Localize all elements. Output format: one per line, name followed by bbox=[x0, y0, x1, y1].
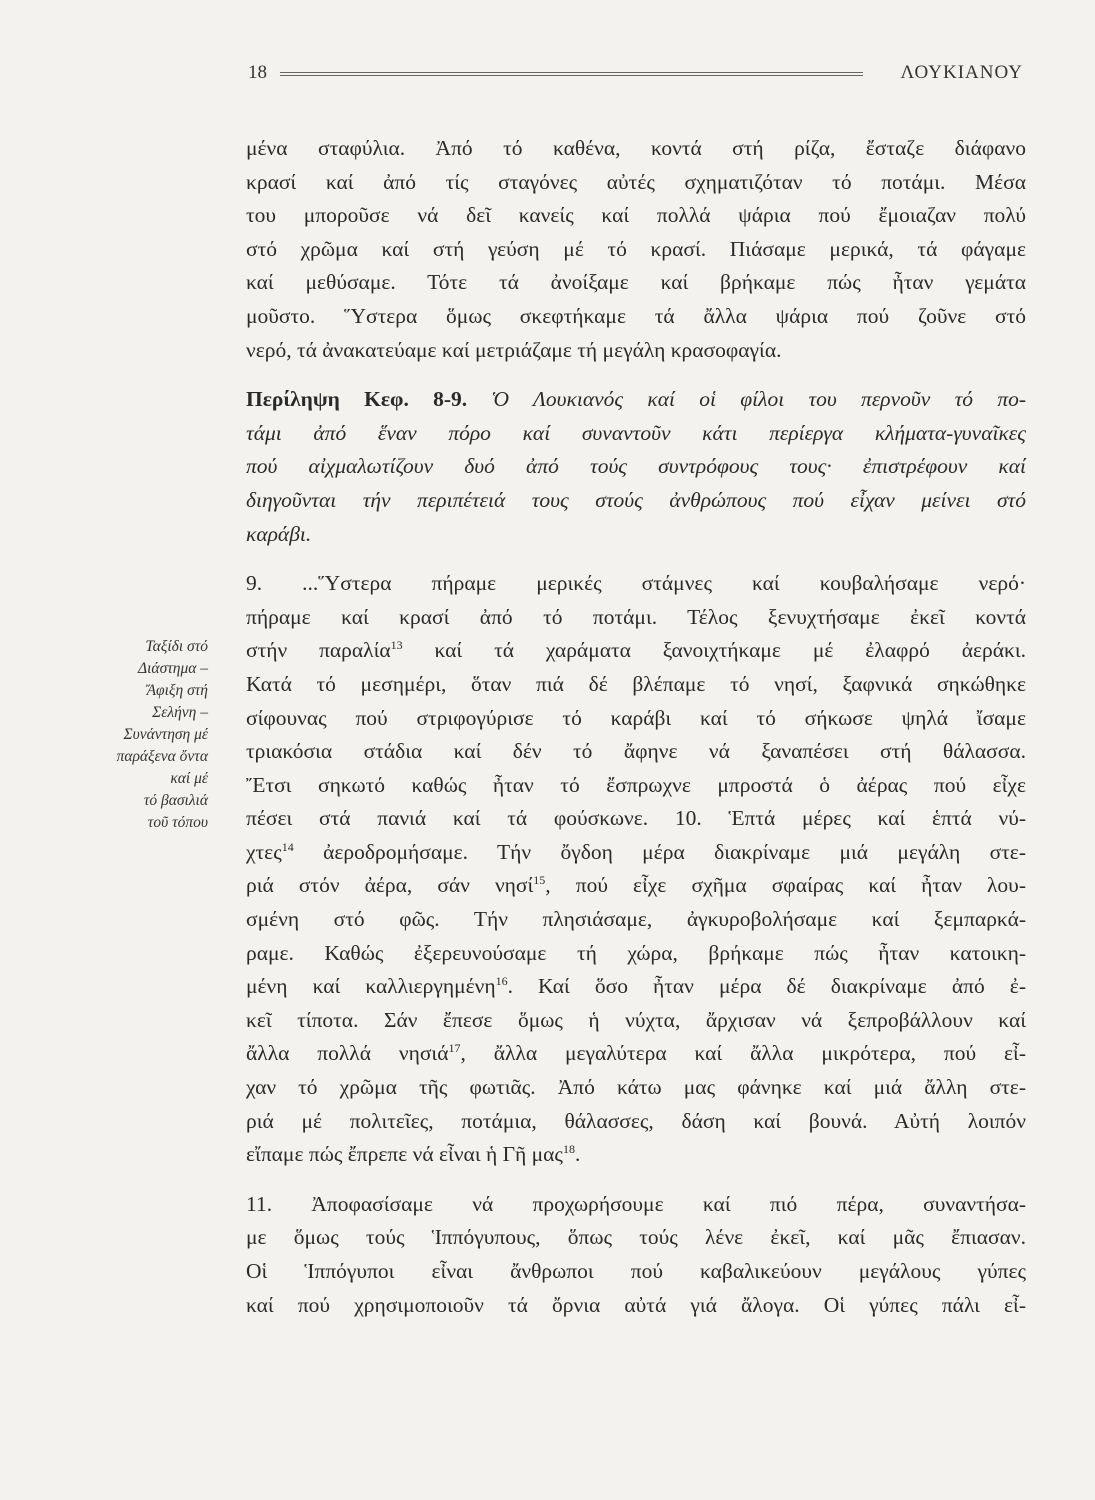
text-line: διηγοῦνται τήν περιπέτειά τους στούς ἀνθρώπους πού εἶχαν μείνει στό bbox=[246, 487, 1026, 512]
footnote-ref: 14 bbox=[281, 839, 294, 854]
text-line: 11. Ἀποφασίσαμε νά προχωρήσουμε καί πιό πέρα, συναντήσα- bbox=[246, 1191, 1026, 1216]
margin-note-line: τοῦ τόπου bbox=[147, 814, 208, 831]
text-segment: ἀεροδρομήσαμε. Τήν ὄγδοη μέρα διακρίναμε μιά μεγάλη στε- bbox=[293, 839, 1026, 864]
text-line bbox=[246, 1138, 1026, 1172]
text-segment: . Καί ὅσο ἦταν μέρα δέ διακρίναμε ἀπό ἐ- bbox=[507, 974, 1026, 999]
text-line: μοῦστο. Ὕστερα ὅμως σκεφτήκαμε τά ἄλλα ψάρια πού ζοῦνε στό bbox=[246, 303, 1026, 328]
text-line: μένα σταφύλια. Ἀπό τό καθένα, κοντά στή ρίζα, ἔσταζε διάφανο bbox=[246, 136, 1026, 160]
text-line: τάμι ἀπό ἕναν πόρο καί συναντοῦν κάτι περίεργα κλήματα-γυναῖκες bbox=[246, 420, 1026, 445]
summary-lead: Περίληψη Κεφ. 8-9. bbox=[246, 387, 468, 412]
footnote-ref: 15 bbox=[533, 873, 546, 888]
footnote-ref: 16 bbox=[495, 974, 508, 989]
text-line: κεῖ τίποτα. Σάν ἔπεσε ὅμως ἡ νύχτα, ἄρχισαν νά ξεπροβάλλουν καί bbox=[246, 1007, 1026, 1032]
margin-note-line: καί μέ bbox=[170, 770, 208, 787]
text-segment: , ἄλλα μεγαλύτερα καί ἄλλα μικρότερα, πού εἶ- bbox=[460, 1041, 1027, 1066]
text-line: με ὅμως τούς Ἱππόγυπους, ὅπως τούς λένε ἐκεῖ, καί μᾶς ἔπιασαν. bbox=[246, 1225, 1026, 1250]
footnote-ref: 18 bbox=[562, 1142, 575, 1157]
text-line bbox=[246, 634, 1026, 668]
margin-note-line: Σελήνη – bbox=[152, 704, 208, 721]
text-line: ραμε. Καθώς ἐξερευνούσαμε τή χώρα, βρήκαμε πώς ἦταν κατοικη- bbox=[246, 940, 1026, 965]
header-rule bbox=[280, 72, 863, 76]
text-line: πού αἰχμαλωτίζουν δυό ἀπό τούς συντρόφους τους· ἐπιστρέφουν καί bbox=[246, 454, 1026, 479]
margin-note-line: παράξενα ὄντα bbox=[116, 748, 208, 765]
text-line: σίφουνας πού στριφογύρισε τό καράβι καί τό σήκωσε ψηλά ἴσαμε bbox=[246, 705, 1026, 730]
text-segment: . bbox=[574, 1142, 581, 1167]
chapter-summary bbox=[246, 383, 1026, 551]
margin-note-line: Διάστημα – bbox=[138, 660, 208, 677]
text-line bbox=[246, 970, 1026, 1004]
text-line bbox=[246, 869, 1026, 903]
text-line: του μποροῦσε νά δεῖ κανείς καί πολλά ψάρια πού ἔμοιαζαν πολύ bbox=[246, 203, 1026, 228]
text-line: καί μεθύσαμε. Τότε τά ἀνοίξαμε καί βρήκαμε πώς ἦταν γεμάτα bbox=[246, 270, 1026, 295]
text-segment: καί τά χαράματα ξανοιχτήκαμε μέ ἐλαφρό ἀεράκι. bbox=[402, 638, 1026, 663]
main-text bbox=[246, 132, 1026, 1322]
text-line bbox=[246, 1037, 1026, 1071]
text-line: στό χρῶμα καί στή γεύση μέ τό κρασί. Πιάσαμε μερικά, τά φάγαμε bbox=[246, 236, 1026, 261]
text-segment: ἄλλα πολλά νησιά bbox=[246, 1041, 449, 1066]
running-title: ΛΟΥΚΙΑΝΟΥ bbox=[900, 62, 1023, 83]
text-line bbox=[246, 836, 1026, 870]
text-segment: , πού εἶχε σχῆμα σφαίρας καί ἦταν λου- bbox=[545, 873, 1026, 898]
text-line: ριά μέ πολιτεῖες, ποτάμια, θάλασσες, δάση καί βουνά. Αὐτή λοιπόν bbox=[246, 1108, 1026, 1133]
margin-note-line: Ἄφιξη στή bbox=[146, 682, 208, 699]
footnote-ref: 13 bbox=[390, 638, 403, 653]
footnote-ref: 17 bbox=[448, 1041, 461, 1056]
text-line: 9. ...Ὕστερα πήραμε μερικές στάμνες καί κουβαλήσαμε νερό· bbox=[246, 571, 1026, 596]
text-line: νερό, τά ἀνακατεύαμε καί μετριάζαμε τή μεγάλη κρασοφαγία. bbox=[246, 337, 782, 362]
text-line: σμένη στό φῶς. Τήν πλησιάσαμε, ἀγκυροβολήσαμε καί ξεμπαρκά- bbox=[246, 907, 1026, 932]
page-number: 18 bbox=[248, 62, 267, 83]
text-line: τριακόσια στάδια καί δέν τό ἄφηνε νά ξαναπέσει στή θάλασσα. bbox=[246, 739, 1026, 764]
text-line: χαν τό χρῶμα τῆς φωτιᾶς. Ἀπό κάτω μας φάνηκε καί μιά ἄλλη στε- bbox=[246, 1075, 1026, 1100]
text-line bbox=[246, 383, 1026, 417]
page-header bbox=[248, 62, 1023, 86]
text-line: Ἔτσι σηκωτό καθώς ἦταν τό ἔσπρωχνε μπροστά ὁ ἀέρας πού εἶχε bbox=[246, 772, 1026, 797]
paragraph-2 bbox=[246, 567, 1026, 1172]
text-segment: μένη καί καλλιεργημένη bbox=[246, 974, 496, 999]
text-segment: στήν παραλία bbox=[246, 638, 391, 663]
margin-note-line: τό βασιλιά bbox=[143, 792, 208, 809]
paragraph-1 bbox=[246, 132, 1026, 367]
text-line: Κατά τό μεσημέρι, ὅταν πιά δέ βλέπαμε τό νησί, ξαφνικά σηκώθηκε bbox=[246, 671, 1026, 696]
text-line: καί πού χρησιμοποιοῦν τά ὄρνια αὐτά γιά ἄλογα. Οἱ γύπες πάλι εἶ- bbox=[246, 1292, 1026, 1317]
text-line: Οἱ Ἱππόγυποι εἶναι ἄνθρωποι πού καβαλικεύουν μεγάλους γύπες bbox=[246, 1259, 1026, 1283]
paragraph-3 bbox=[246, 1188, 1026, 1322]
text-segment: ριά στόν ἀέρα, σάν νησί bbox=[246, 873, 534, 898]
summary-text: Ὁ Λουκιανός καί οἱ φίλοι του περνοῦν τό πο- bbox=[467, 387, 1026, 412]
text-line: καράβι. bbox=[246, 521, 312, 546]
text-line: κρασί καί ἀπό τίς σταγόνες αὐτές σχηματιζόταν τό ποτάμι. Μέσα bbox=[246, 169, 1026, 194]
text-segment: εἴπαμε πώς ἔπρεπε νά εἶναι ἡ Γῆ μας bbox=[246, 1142, 563, 1167]
margin-note-line: Συνάντηση μέ bbox=[123, 726, 208, 743]
text-segment: χτες bbox=[246, 839, 282, 864]
margin-note-line: Ταξίδι στό bbox=[145, 638, 208, 655]
text-line: πέσει στά πανιά καί τά φούσκωνε. 10. Ἑπτά μέρες καί ἑπτά νύ- bbox=[246, 806, 1026, 831]
text-line: πήραμε καί κρασί ἀπό τό ποτάμι. Τέλος ξενυχτήσαμε ἐκεῖ κοντά bbox=[246, 604, 1026, 629]
margin-note bbox=[80, 636, 208, 834]
